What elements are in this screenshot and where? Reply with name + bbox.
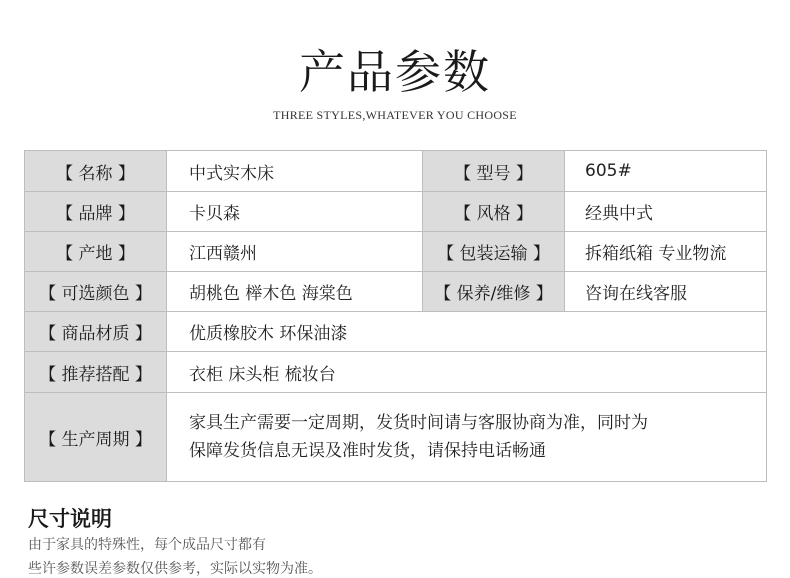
- param-value-match: 衣柜 床头柜 梳妆台: [167, 352, 767, 393]
- param-value-colors: 胡桃色 榉木色 海棠色: [167, 272, 423, 312]
- param-label-model: 【 型号 】: [423, 151, 565, 192]
- period-line-2: 保障发货信息无误及准时发货，请保持电话畅通: [189, 441, 546, 461]
- param-value-origin: 江西赣州: [167, 232, 423, 272]
- param-label-brand: 【 品牌 】: [25, 192, 167, 232]
- param-label-name: 【 名称 】: [25, 151, 167, 192]
- param-value-brand: 卡贝森: [167, 192, 423, 232]
- table-row: [25, 393, 767, 482]
- param-value-material: 优质橡胶木 环保油漆: [167, 312, 767, 352]
- param-value-period: [167, 393, 767, 482]
- param-value-packaging: 拆箱纸箱 专业物流: [565, 232, 767, 272]
- page-subtitle: THREE STYLES,WHATEVER YOU CHOOSE: [273, 108, 517, 122]
- size-note-line-1: 由于家具的特殊性，每个成品尺寸都有: [28, 537, 266, 553]
- param-label-match: 【 推荐搭配 】: [25, 352, 167, 393]
- table-row: [25, 312, 767, 352]
- param-label-style: 【 风格 】: [423, 192, 565, 232]
- param-label-material: 【 商品材质 】: [25, 312, 167, 352]
- page-title: 产品参数: [299, 45, 491, 99]
- size-note-title: 尺寸说明: [28, 507, 112, 531]
- param-value-maintenance: 咨询在线客服: [565, 272, 767, 312]
- param-value-model: 605#: [565, 151, 767, 192]
- param-label-period: 【 生产周期 】: [25, 393, 167, 482]
- param-label-maintenance: 【 保养/维修 】: [423, 272, 565, 312]
- param-label-origin: 【 产地 】: [25, 232, 167, 272]
- table-row: [25, 272, 767, 312]
- param-label-colors: 【 可选颜色 】: [25, 272, 167, 312]
- size-note-line-2: 些许参数误差参数仅供参考，实际以实物为准。: [28, 561, 322, 577]
- param-label-packaging: 【 包装运输 】: [423, 232, 565, 272]
- table-row: [25, 352, 767, 393]
- period-line-1: 家具生产需要一定周期，发货时间请与客服协商为准，同时为: [189, 413, 648, 433]
- param-value-style: 经典中式: [565, 192, 767, 232]
- table-row: [25, 192, 767, 232]
- param-value-name: 中式实木床: [167, 151, 423, 192]
- table-row: [25, 151, 767, 192]
- product-params-table: [24, 150, 767, 482]
- table-row: [25, 232, 767, 272]
